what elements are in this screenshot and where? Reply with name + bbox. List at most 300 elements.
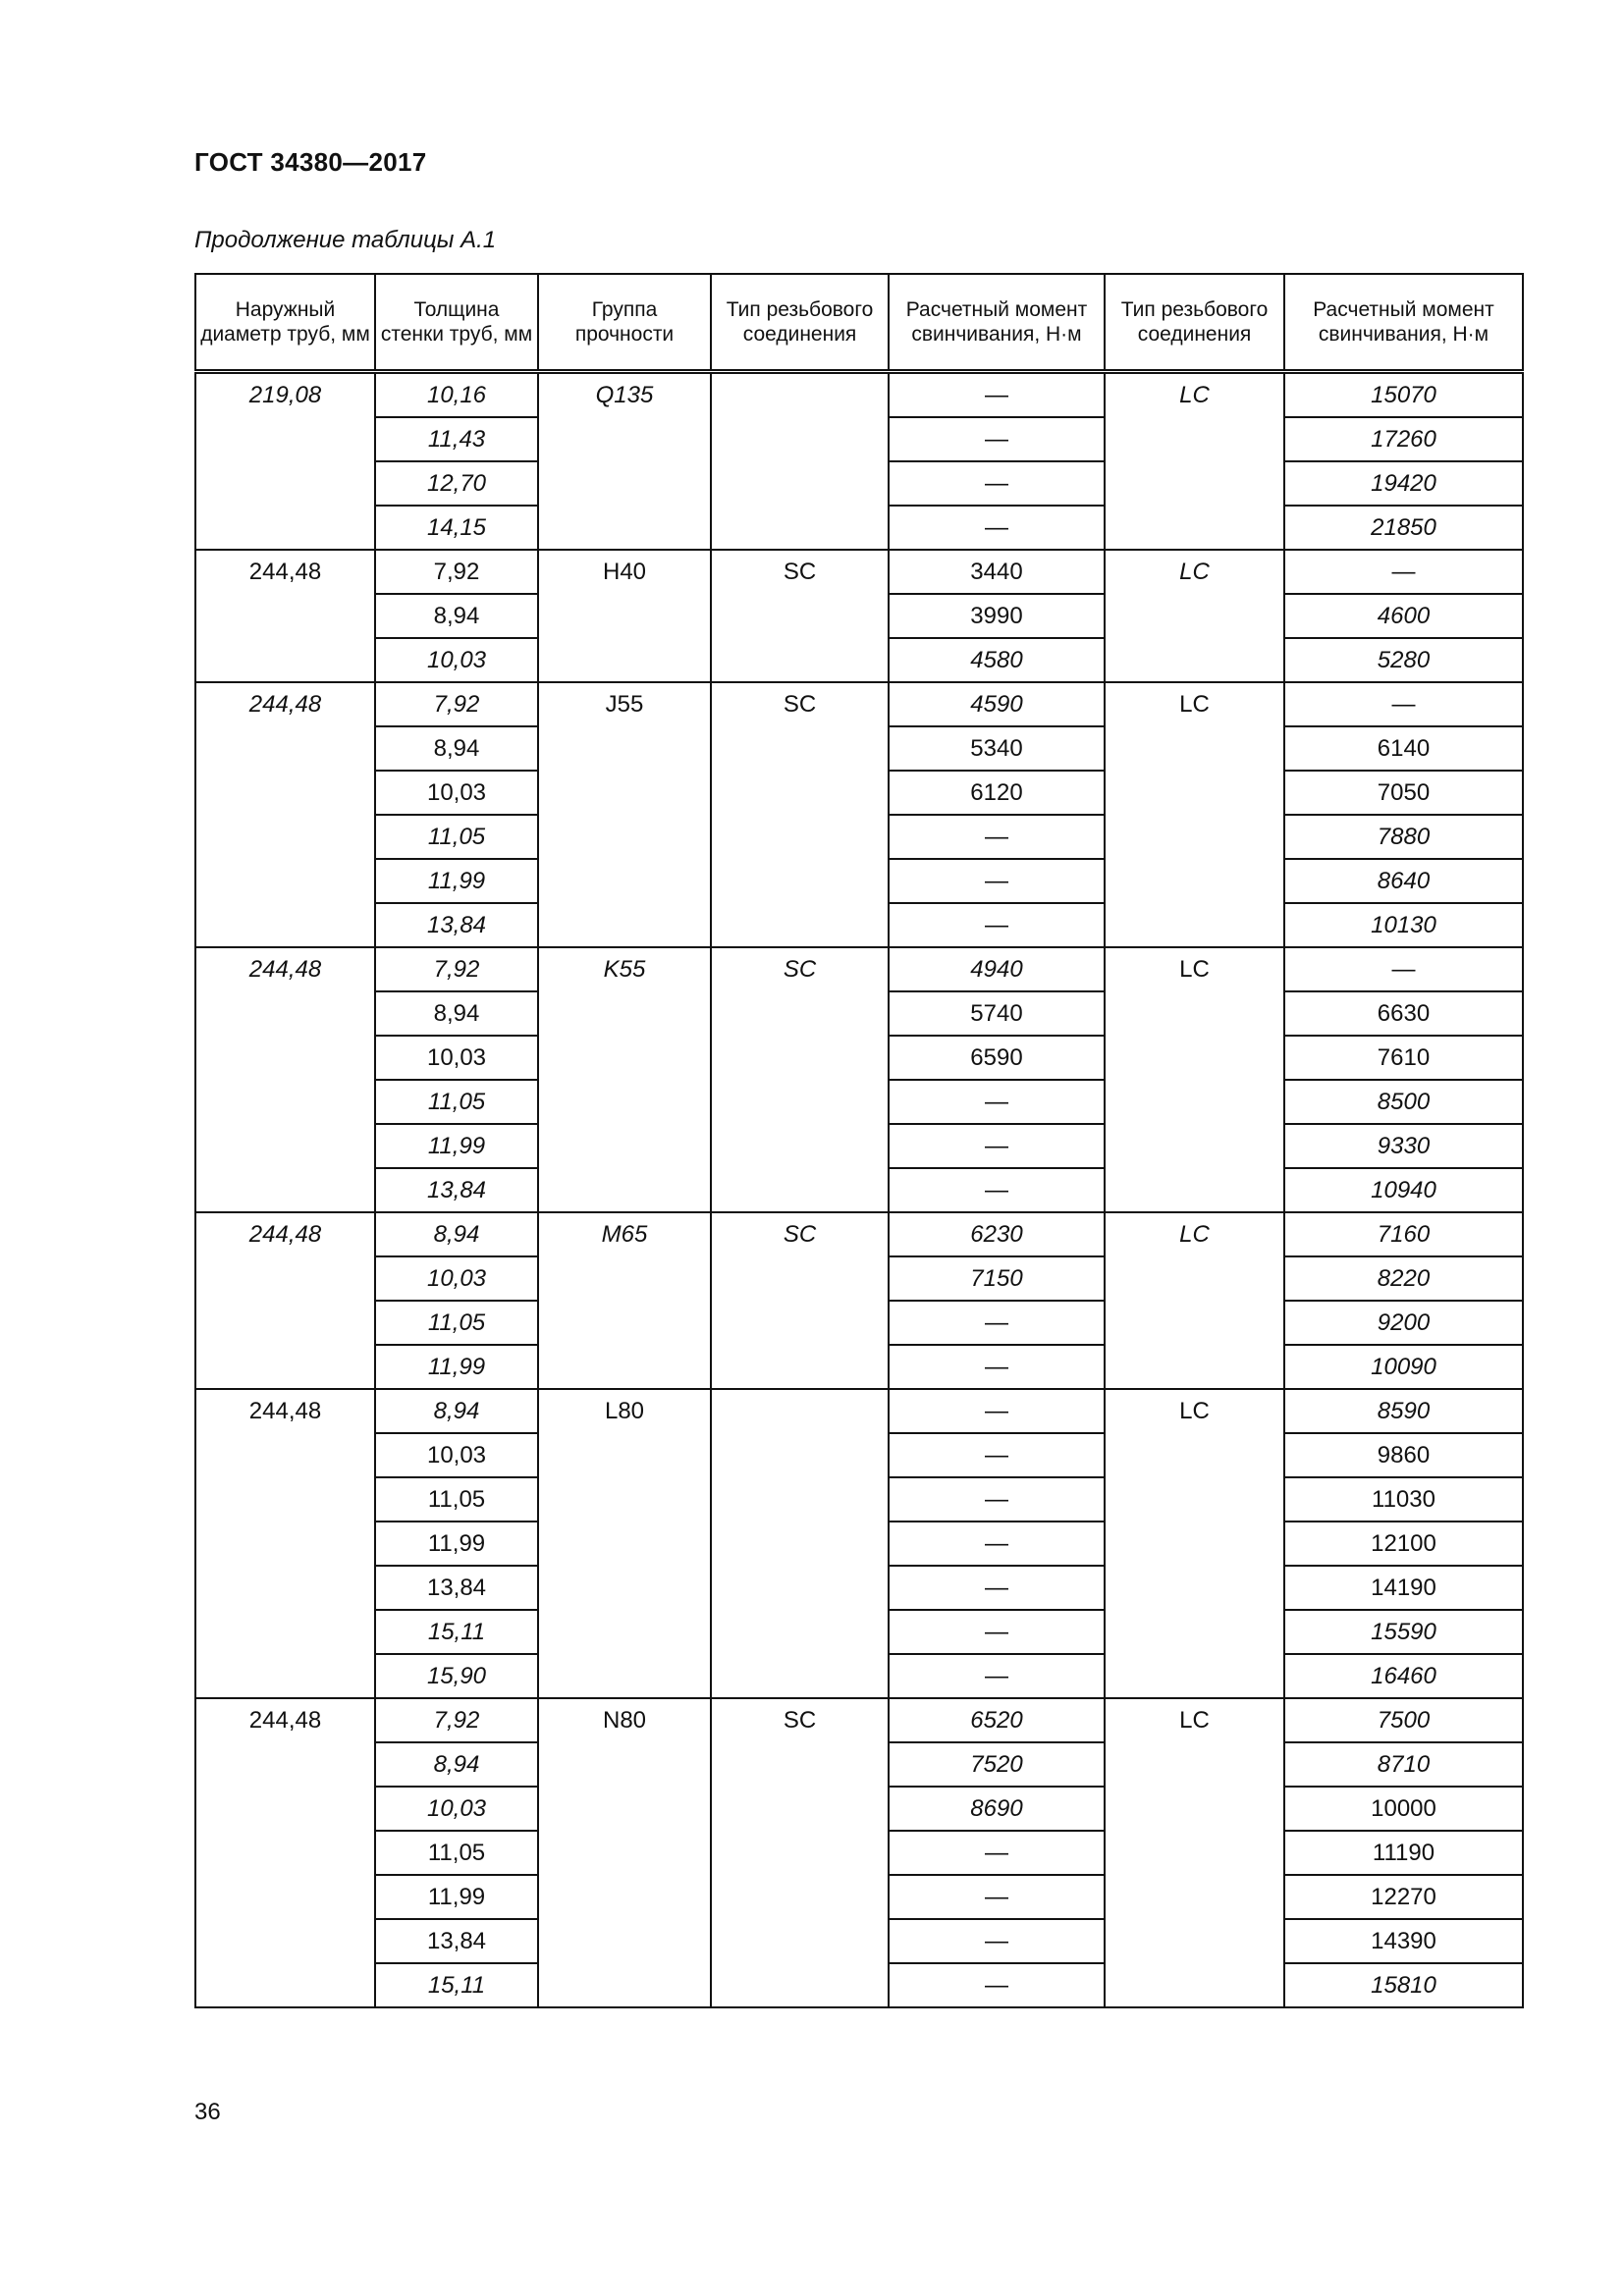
cell-diameter — [195, 1345, 375, 1389]
cell-wall-thickness: 8,94 — [375, 1389, 538, 1433]
cell-grade — [538, 1742, 711, 1787]
cell-torque-2: — — [1284, 947, 1523, 991]
cell-thread-type-1 — [711, 1787, 889, 1831]
column-header-grade: Группа прочности — [538, 274, 711, 372]
cell-thread-type-1 — [711, 1256, 889, 1301]
cell-thread-type-2 — [1105, 1522, 1284, 1566]
table-row — [195, 1080, 1523, 1124]
cell-wall-thickness: 12,70 — [375, 461, 538, 506]
cell-wall-thickness: 8,94 — [375, 991, 538, 1036]
cell-torque-2: 4600 — [1284, 594, 1523, 638]
cell-diameter — [195, 594, 375, 638]
cell-torque-1: — — [889, 1477, 1105, 1522]
cell-diameter — [195, 1036, 375, 1080]
table-row — [195, 1345, 1523, 1389]
cell-torque-2: — — [1284, 682, 1523, 726]
table-row — [195, 1875, 1523, 1919]
cell-wall-thickness: 10,03 — [375, 771, 538, 815]
cell-grade — [538, 1256, 711, 1301]
cell-diameter — [195, 726, 375, 771]
cell-torque-1: — — [889, 815, 1105, 859]
cell-diameter — [195, 638, 375, 682]
table-row — [195, 372, 1523, 418]
cell-diameter — [195, 771, 375, 815]
document-header: ГОСТ 34380—2017 — [194, 147, 427, 177]
table-row — [195, 1168, 1523, 1212]
table-row — [195, 506, 1523, 550]
table-row — [195, 594, 1523, 638]
cell-diameter — [195, 1963, 375, 2007]
cell-thread-type-2 — [1105, 771, 1284, 815]
cell-diameter — [195, 461, 375, 506]
cell-torque-1: — — [889, 1433, 1105, 1477]
cell-thread-type-1: SC — [711, 947, 889, 991]
table-row — [195, 815, 1523, 859]
cell-wall-thickness: 11,43 — [375, 417, 538, 461]
cell-thread-type-2 — [1105, 1831, 1284, 1875]
cell-thread-type-2 — [1105, 594, 1284, 638]
cell-torque-1: — — [889, 417, 1105, 461]
cell-torque-2: 7050 — [1284, 771, 1523, 815]
cell-grade — [538, 1566, 711, 1610]
cell-thread-type-1 — [711, 638, 889, 682]
cell-wall-thickness: 11,99 — [375, 859, 538, 903]
cell-torque-2: 8590 — [1284, 1389, 1523, 1433]
cell-torque-2: 8500 — [1284, 1080, 1523, 1124]
cell-grade — [538, 594, 711, 638]
cell-thread-type-1 — [711, 1168, 889, 1212]
table-row — [195, 991, 1523, 1036]
cell-grade — [538, 1963, 711, 2007]
cell-torque-2: 6630 — [1284, 991, 1523, 1036]
cell-wall-thickness: 11,99 — [375, 1345, 538, 1389]
table-row — [195, 947, 1523, 991]
cell-torque-1: — — [889, 1168, 1105, 1212]
cell-diameter — [195, 1566, 375, 1610]
cell-torque-2: 10000 — [1284, 1787, 1523, 1831]
cell-thread-type-1 — [711, 859, 889, 903]
cell-thread-type-2 — [1105, 461, 1284, 506]
cell-wall-thickness: 8,94 — [375, 726, 538, 771]
cell-torque-1: 8690 — [889, 1787, 1105, 1831]
cell-torque-1: — — [889, 1080, 1105, 1124]
cell-grade — [538, 1919, 711, 1963]
cell-diameter — [195, 1787, 375, 1831]
cell-torque-2: 15810 — [1284, 1963, 1523, 2007]
cell-torque-2: 9860 — [1284, 1433, 1523, 1477]
cell-torque-1: 5340 — [889, 726, 1105, 771]
cell-torque-2: 15590 — [1284, 1610, 1523, 1654]
cell-torque-2: 14190 — [1284, 1566, 1523, 1610]
cell-grade: K55 — [538, 947, 711, 991]
cell-grade — [538, 1610, 711, 1654]
cell-diameter — [195, 1875, 375, 1919]
cell-diameter — [195, 1080, 375, 1124]
cell-wall-thickness: 15,90 — [375, 1654, 538, 1698]
cell-diameter — [195, 1433, 375, 1477]
cell-wall-thickness: 8,94 — [375, 594, 538, 638]
table-row — [195, 1566, 1523, 1610]
cell-torque-2: 7610 — [1284, 1036, 1523, 1080]
cell-torque-1: — — [889, 1654, 1105, 1698]
cell-grade — [538, 1433, 711, 1477]
cell-thread-type-2 — [1105, 815, 1284, 859]
cell-thread-type-2 — [1105, 1080, 1284, 1124]
cell-grade — [538, 1080, 711, 1124]
cell-thread-type-1: SC — [711, 1212, 889, 1256]
cell-wall-thickness: 11,05 — [375, 1301, 538, 1345]
cell-torque-1: 6230 — [889, 1212, 1105, 1256]
cell-diameter — [195, 1654, 375, 1698]
table-row — [195, 1919, 1523, 1963]
cell-torque-2: 19420 — [1284, 461, 1523, 506]
cell-diameter — [195, 506, 375, 550]
cell-thread-type-1 — [711, 1124, 889, 1168]
cell-wall-thickness: 10,03 — [375, 1433, 538, 1477]
table-row — [195, 1212, 1523, 1256]
cell-thread-type-1 — [711, 417, 889, 461]
cell-diameter — [195, 1919, 375, 1963]
cell-thread-type-2 — [1105, 1124, 1284, 1168]
cell-diameter — [195, 991, 375, 1036]
cell-thread-type-2 — [1105, 1345, 1284, 1389]
cell-torque-1: — — [889, 1301, 1105, 1345]
cell-torque-1: — — [889, 1345, 1105, 1389]
cell-torque-2: 8640 — [1284, 859, 1523, 903]
cell-diameter — [195, 1610, 375, 1654]
table-header-row — [195, 274, 1523, 372]
cell-wall-thickness: 8,94 — [375, 1212, 538, 1256]
cell-torque-1: 4590 — [889, 682, 1105, 726]
cell-wall-thickness: 10,03 — [375, 1036, 538, 1080]
cell-torque-2: 11030 — [1284, 1477, 1523, 1522]
cell-torque-2: 7500 — [1284, 1698, 1523, 1742]
cell-torque-1: 6120 — [889, 771, 1105, 815]
table-row — [195, 1963, 1523, 2007]
cell-diameter: 244,48 — [195, 1389, 375, 1433]
cell-wall-thickness: 13,84 — [375, 903, 538, 947]
cell-thread-type-1 — [711, 1345, 889, 1389]
cell-torque-1: 6520 — [889, 1698, 1105, 1742]
cell-diameter — [195, 1124, 375, 1168]
cell-thread-type-1 — [711, 506, 889, 550]
cell-thread-type-1 — [711, 594, 889, 638]
page-number: 36 — [194, 2099, 221, 2125]
cell-grade: H40 — [538, 550, 711, 594]
cell-torque-1: — — [889, 1963, 1105, 2007]
cell-thread-type-1 — [711, 461, 889, 506]
cell-torque-1: — — [889, 903, 1105, 947]
cell-torque-1: 4940 — [889, 947, 1105, 991]
cell-thread-type-2 — [1105, 417, 1284, 461]
table-row — [195, 1787, 1523, 1831]
cell-thread-type-1 — [711, 1036, 889, 1080]
cell-grade — [538, 903, 711, 947]
cell-grade — [538, 1787, 711, 1831]
cell-grade — [538, 1301, 711, 1345]
cell-diameter — [195, 417, 375, 461]
cell-grade — [538, 1345, 711, 1389]
cell-torque-2: 9200 — [1284, 1301, 1523, 1345]
cell-wall-thickness: 10,16 — [375, 372, 538, 418]
cell-wall-thickness: 15,11 — [375, 1963, 538, 2007]
table-row — [195, 1036, 1523, 1080]
column-header-thread-2: Тип резьбового соединения — [1105, 274, 1284, 372]
cell-thread-type-2 — [1105, 1875, 1284, 1919]
table-row — [195, 726, 1523, 771]
cell-torque-2: 12100 — [1284, 1522, 1523, 1566]
cell-thread-type-1: SC — [711, 682, 889, 726]
cell-thread-type-1 — [711, 1477, 889, 1522]
cell-grade — [538, 815, 711, 859]
cell-wall-thickness: 13,84 — [375, 1919, 538, 1963]
cell-torque-1: — — [889, 372, 1105, 418]
cell-wall-thickness: 14,15 — [375, 506, 538, 550]
cell-torque-1: — — [889, 1831, 1105, 1875]
table-row — [195, 903, 1523, 947]
cell-diameter — [195, 1742, 375, 1787]
table-row — [195, 1742, 1523, 1787]
table-row — [195, 1256, 1523, 1301]
table-row — [195, 1831, 1523, 1875]
cell-thread-type-2 — [1105, 1036, 1284, 1080]
cell-thread-type-2 — [1105, 1742, 1284, 1787]
cell-torque-2: 12270 — [1284, 1875, 1523, 1919]
cell-thread-type-2 — [1105, 991, 1284, 1036]
table-row — [195, 1433, 1523, 1477]
cell-wall-thickness: 11,99 — [375, 1522, 538, 1566]
cell-diameter: 244,48 — [195, 550, 375, 594]
cell-grade — [538, 1875, 711, 1919]
cell-torque-2: 14390 — [1284, 1919, 1523, 1963]
table-row — [195, 550, 1523, 594]
cell-thread-type-2 — [1105, 1256, 1284, 1301]
cell-torque-1: 7150 — [889, 1256, 1105, 1301]
cell-thread-type-1 — [711, 1433, 889, 1477]
cell-torque-2: 17260 — [1284, 417, 1523, 461]
cell-diameter — [195, 1168, 375, 1212]
cell-torque-2: 8710 — [1284, 1742, 1523, 1787]
cell-torque-2: — — [1284, 550, 1523, 594]
cell-grade — [538, 1477, 711, 1522]
table-row — [195, 859, 1523, 903]
cell-diameter — [195, 1831, 375, 1875]
cell-thread-type-2 — [1105, 1566, 1284, 1610]
cell-wall-thickness: 13,84 — [375, 1168, 538, 1212]
cell-thread-type-2 — [1105, 1301, 1284, 1345]
cell-torque-2: 10090 — [1284, 1345, 1523, 1389]
table-caption: Продолжение таблицы А.1 — [194, 227, 497, 253]
cell-torque-1: — — [889, 1875, 1105, 1919]
cell-wall-thickness: 15,11 — [375, 1610, 538, 1654]
cell-thread-type-2: LC — [1105, 1698, 1284, 1742]
cell-thread-type-1 — [711, 1610, 889, 1654]
cell-diameter — [195, 859, 375, 903]
cell-thread-type-1 — [711, 1566, 889, 1610]
cell-grade: J55 — [538, 682, 711, 726]
table-row — [195, 638, 1523, 682]
cell-torque-1: — — [889, 1389, 1105, 1433]
cell-diameter — [195, 903, 375, 947]
cell-diameter: 244,48 — [195, 947, 375, 991]
cell-grade — [538, 1124, 711, 1168]
cell-grade — [538, 1522, 711, 1566]
cell-torque-2: 9330 — [1284, 1124, 1523, 1168]
cell-wall-thickness: 11,05 — [375, 815, 538, 859]
table-row — [195, 682, 1523, 726]
cell-grade: M65 — [538, 1212, 711, 1256]
cell-thread-type-1 — [711, 1919, 889, 1963]
cell-wall-thickness: 10,03 — [375, 1787, 538, 1831]
cell-grade — [538, 1036, 711, 1080]
cell-grade — [538, 859, 711, 903]
cell-wall-thickness: 11,05 — [375, 1831, 538, 1875]
cell-torque-2: 10940 — [1284, 1168, 1523, 1212]
cell-diameter: 219,08 — [195, 372, 375, 418]
cell-thread-type-1 — [711, 372, 889, 418]
cell-torque-1: — — [889, 1124, 1105, 1168]
cell-thread-type-2 — [1105, 1610, 1284, 1654]
cell-thread-type-1 — [711, 726, 889, 771]
cell-thread-type-1 — [711, 903, 889, 947]
table-row — [195, 771, 1523, 815]
column-header-thread-1: Тип резьбового соединения — [711, 274, 889, 372]
cell-thread-type-1 — [711, 815, 889, 859]
cell-thread-type-2 — [1105, 1787, 1284, 1831]
cell-grade — [538, 1831, 711, 1875]
cell-torque-1: 4580 — [889, 638, 1105, 682]
column-header-wall: Толщина стенки труб, мм — [375, 274, 538, 372]
cell-thread-type-1 — [711, 1963, 889, 2007]
column-header-torque-2: Расчетный момент свинчивания, Н·м — [1284, 274, 1523, 372]
cell-wall-thickness: 11,05 — [375, 1080, 538, 1124]
cell-wall-thickness: 7,92 — [375, 1698, 538, 1742]
cell-grade — [538, 726, 711, 771]
cell-torque-2: 7880 — [1284, 815, 1523, 859]
cell-torque-2: 10130 — [1284, 903, 1523, 947]
cell-grade — [538, 638, 711, 682]
cell-wall-thickness: 10,03 — [375, 1256, 538, 1301]
table-row — [195, 1389, 1523, 1433]
cell-wall-thickness: 11,99 — [375, 1124, 538, 1168]
cell-diameter: 244,48 — [195, 1212, 375, 1256]
table-row — [195, 461, 1523, 506]
cell-torque-2: 11190 — [1284, 1831, 1523, 1875]
cell-torque-2: 21850 — [1284, 506, 1523, 550]
cell-thread-type-2 — [1105, 903, 1284, 947]
cell-torque-1: — — [889, 1610, 1105, 1654]
column-header-torque-1: Расчетный момент свинчивания, Н·м — [889, 274, 1105, 372]
table-row — [195, 1124, 1523, 1168]
cell-thread-type-2: LC — [1105, 1389, 1284, 1433]
cell-grade — [538, 417, 711, 461]
cell-torque-1: 7520 — [889, 1742, 1105, 1787]
cell-torque-1: — — [889, 1566, 1105, 1610]
cell-thread-type-1 — [711, 1831, 889, 1875]
cell-wall-thickness: 11,05 — [375, 1477, 538, 1522]
cell-diameter: 244,48 — [195, 682, 375, 726]
column-header-diameter: Наружный диаметр труб, мм — [195, 274, 375, 372]
cell-diameter — [195, 1477, 375, 1522]
cell-thread-type-1 — [711, 1875, 889, 1919]
cell-thread-type-2: LC — [1105, 947, 1284, 991]
cell-torque-1: — — [889, 506, 1105, 550]
cell-thread-type-2 — [1105, 726, 1284, 771]
cell-grade — [538, 991, 711, 1036]
cell-thread-type-2 — [1105, 1654, 1284, 1698]
cell-thread-type-2: LC — [1105, 550, 1284, 594]
cell-wall-thickness: 7,92 — [375, 550, 538, 594]
table-row — [195, 1654, 1523, 1698]
table-row — [195, 1301, 1523, 1345]
cell-torque-2: 6140 — [1284, 726, 1523, 771]
cell-thread-type-2 — [1105, 506, 1284, 550]
cell-thread-type-1 — [711, 1301, 889, 1345]
cell-torque-1: 5740 — [889, 991, 1105, 1036]
cell-thread-type-2: LC — [1105, 1212, 1284, 1256]
table-row — [195, 1698, 1523, 1742]
cell-grade — [538, 506, 711, 550]
cell-grade: N80 — [538, 1698, 711, 1742]
cell-torque-1: — — [889, 461, 1105, 506]
cell-diameter — [195, 1301, 375, 1345]
table-row — [195, 417, 1523, 461]
cell-torque-1: 3990 — [889, 594, 1105, 638]
cell-grade — [538, 1654, 711, 1698]
cell-thread-type-1 — [711, 991, 889, 1036]
cell-thread-type-1 — [711, 1389, 889, 1433]
table-body — [195, 372, 1523, 2008]
cell-torque-1: — — [889, 1919, 1105, 1963]
cell-wall-thickness: 7,92 — [375, 947, 538, 991]
cell-thread-type-1 — [711, 1522, 889, 1566]
cell-thread-type-2: LC — [1105, 682, 1284, 726]
cell-thread-type-2 — [1105, 638, 1284, 682]
table-row — [195, 1610, 1523, 1654]
cell-torque-1: 3440 — [889, 550, 1105, 594]
cell-wall-thickness: 7,92 — [375, 682, 538, 726]
cell-grade — [538, 1168, 711, 1212]
cell-thread-type-2 — [1105, 1433, 1284, 1477]
cell-diameter: 244,48 — [195, 1698, 375, 1742]
cell-torque-1: — — [889, 859, 1105, 903]
cell-torque-2: 7160 — [1284, 1212, 1523, 1256]
cell-thread-type-1: SC — [711, 550, 889, 594]
cell-torque-2: 5280 — [1284, 638, 1523, 682]
cell-diameter — [195, 1256, 375, 1301]
cell-diameter — [195, 1522, 375, 1566]
torque-table — [194, 273, 1524, 2008]
cell-wall-thickness: 8,94 — [375, 1742, 538, 1787]
cell-thread-type-1 — [711, 1654, 889, 1698]
cell-torque-1: — — [889, 1522, 1105, 1566]
cell-grade: Q135 — [538, 372, 711, 418]
cell-thread-type-2: LC — [1105, 372, 1284, 418]
cell-diameter — [195, 815, 375, 859]
cell-thread-type-2 — [1105, 1168, 1284, 1212]
cell-grade — [538, 461, 711, 506]
cell-thread-type-1: SC — [711, 1698, 889, 1742]
cell-torque-2: 16460 — [1284, 1654, 1523, 1698]
cell-torque-2: 15070 — [1284, 372, 1523, 418]
cell-thread-type-2 — [1105, 1919, 1284, 1963]
cell-thread-type-2 — [1105, 1963, 1284, 2007]
cell-torque-1: 6590 — [889, 1036, 1105, 1080]
cell-wall-thickness: 13,84 — [375, 1566, 538, 1610]
table-row — [195, 1522, 1523, 1566]
cell-wall-thickness: 11,99 — [375, 1875, 538, 1919]
cell-thread-type-2 — [1105, 1477, 1284, 1522]
